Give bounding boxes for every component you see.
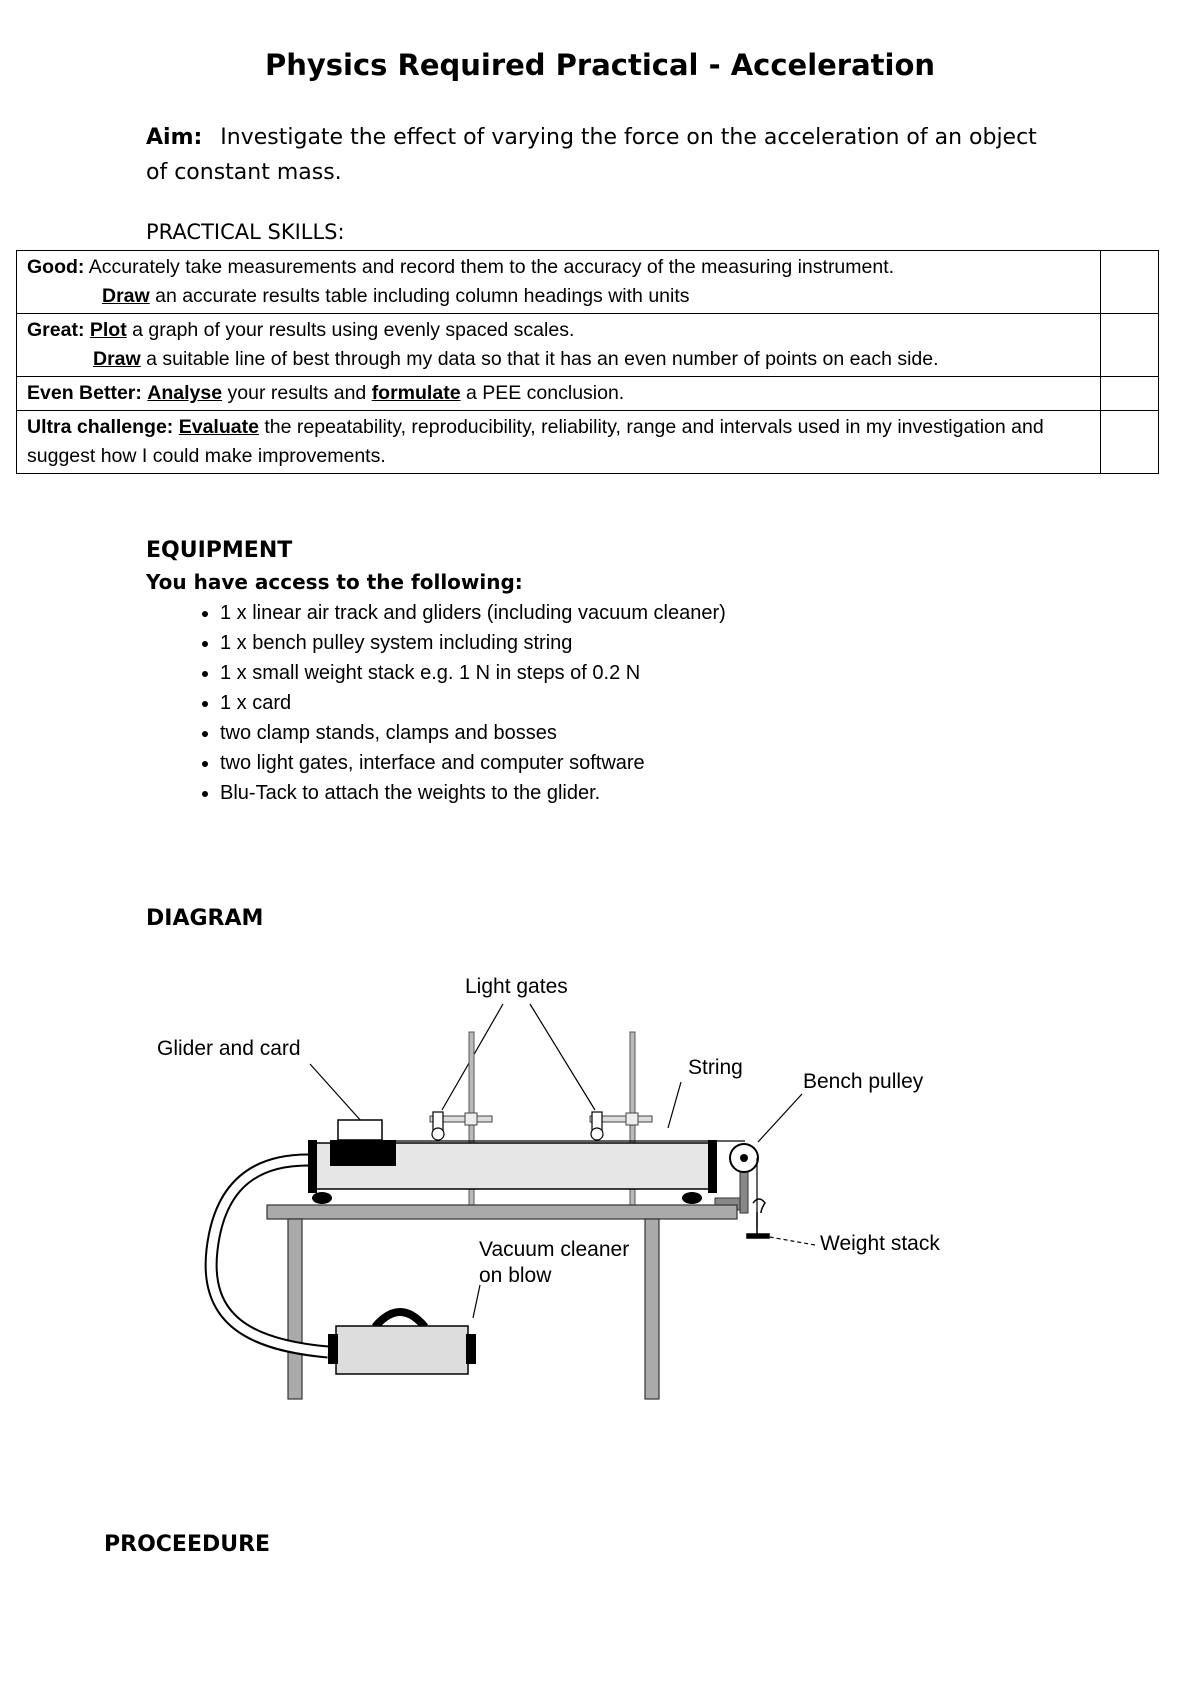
page-title: Physics Required Practical - Acceleration [264,48,936,82]
skill-text: a graph of your results using evenly spaced scales. [132,319,575,341]
skills-row-great [17,314,1159,377]
list-item: • two light gates, interface and computer software [220,748,726,778]
list-item: • 1 x card [220,688,726,718]
list-item: • 1 x bench pulley system including string [220,628,726,658]
label-bench-pulley: Bench pulley [803,1070,924,1093]
label-light-gates: Light gates [465,975,568,998]
apparatus-diagram [140,960,970,1400]
tick-box[interactable] [1101,377,1159,411]
skills-row-even-better [17,377,1159,411]
list-item: • Blu-Tack to attach the weights to the glider. [220,778,726,808]
equipment-heading: EQUIPMENT [146,538,293,563]
skill-verb: Draw [102,285,150,307]
skill-verb: Draw [93,348,141,370]
skill-level: Even Better: [27,382,142,404]
tick-box[interactable] [1101,411,1159,474]
label-vacuum-1: Vacuum cleaner [479,1238,630,1261]
skill-text: Accurately take measurements and record them to the accuracy of the measuring instrument. [88,256,895,278]
skill-level: Great: [27,319,85,341]
practical-skills-label: PRACTICAL SKILLS: [146,220,345,244]
skill-text: a PEE conclusion. [465,382,625,404]
list-item: • 1 x linear air track and gliders (including vacuum cleaner) [220,598,726,628]
label-vacuum-2: on blow [479,1264,552,1287]
aim-section [146,120,1046,190]
skill-text: your results and [227,382,367,404]
tick-box[interactable] [1101,251,1159,314]
practical-skills-table [16,250,1159,474]
skills-row-good [17,251,1159,314]
label-weight-stack: Weight stack [820,1232,940,1255]
label-string: String [688,1056,743,1079]
skill-verb: formulate [371,382,461,404]
skills-row-ultra [17,411,1159,474]
list-item: • two clamp stands, clamps and bosses [220,718,726,748]
aim-text: Investigate the effect of varying the force on the acceleration of an object of constant mass. [146,125,1037,185]
aim-label: Aim: [146,125,203,150]
skill-verb: Analyse [147,382,223,404]
skill-text: the repeatability, reproducibility, reliability, range and intervals used in my investigation and suggest how I could make improvements. [27,416,1044,467]
equipment-subheading: You have access to the following: [146,570,523,594]
weight-stack-icon [747,1199,769,1238]
list-item: • 1 x small weight stack e.g. 1 N in steps of 0.2 N [220,658,726,688]
skill-text: a suitable line of best through my data so that it has an even number of points on each side. [146,348,939,370]
glider-and-card [330,1120,396,1166]
skill-level: Good: [27,256,85,278]
equipment-list [158,598,726,808]
procedure-heading: PROCEEDURE [104,1532,271,1557]
label-glider: Glider and card [157,1037,301,1060]
diagram-heading: DIAGRAM [146,906,264,931]
tick-box[interactable] [1101,314,1159,377]
skill-level: Ultra challenge: [27,416,174,438]
skill-verb: Evaluate [178,416,259,438]
vacuum-cleaner-icon [328,1312,476,1374]
skill-text: an accurate results table including column headings with units [155,285,690,307]
skill-verb: Plot [89,319,127,341]
